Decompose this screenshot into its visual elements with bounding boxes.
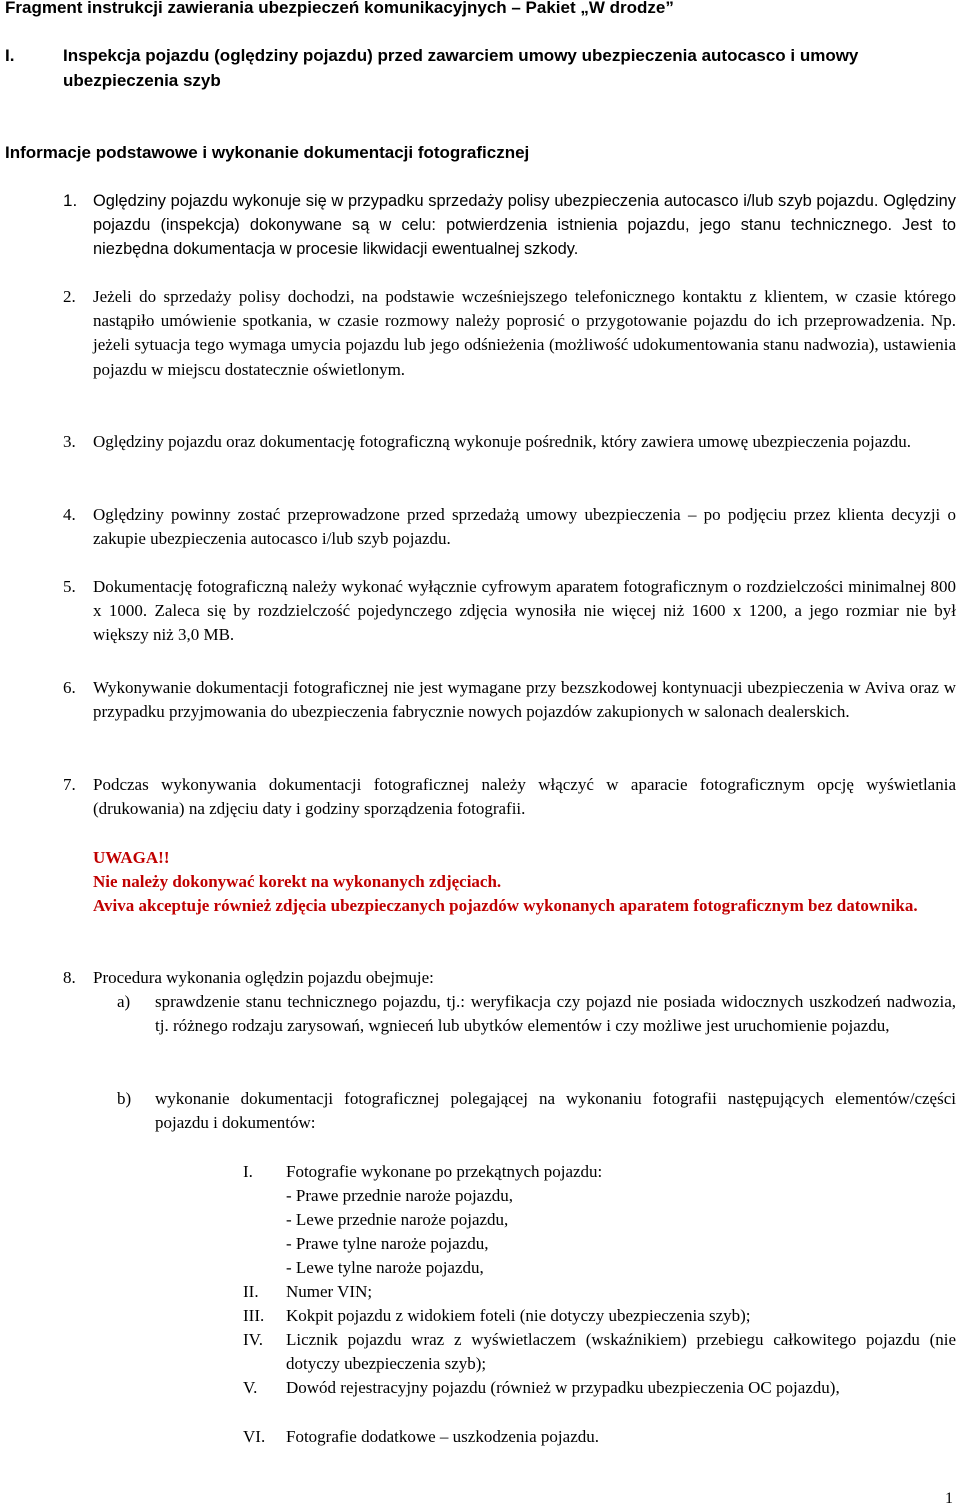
roman-item-2-text: Numer VIN; bbox=[286, 1282, 373, 1301]
point-3-number: 3. bbox=[63, 432, 76, 451]
subitem-b-letter: b) bbox=[117, 1089, 132, 1108]
roman-item-5-number: V. bbox=[243, 1378, 258, 1397]
dash-item-2: - Lewe przednie naroże pojazdu, bbox=[286, 1210, 509, 1229]
point-4-text: Oględziny powinny zostać przeprowadzone przed sprzedażą umowy ubezpieczenia – po podjęciu przez klienta decyzji o zakupie ubezpieczenia autocasco i/lub szyb pojazdu. bbox=[93, 505, 956, 549]
dash-item-3: - Prawe tylne naroże pojazdu, bbox=[286, 1234, 489, 1253]
point-5-number: 5. bbox=[63, 577, 76, 596]
point-4-number: 4. bbox=[63, 505, 76, 524]
point-6-number: 6. bbox=[63, 678, 76, 697]
point-5-text: Dokumentację fotograficzną należy wykonać wyłącznie cyfrowym aparatem fotograficznym o rozdzielczości minimalnej 800 x 1000. Zaleca się by rozdzielczość pojedynczego zdjęcia wynosiła nie więcej niż 1600 x 1200, a jego rozmiar nie był większy niż 3,0 MB. bbox=[93, 577, 956, 645]
point-2-text: Jeżeli do sprzedaży polisy dochodzi, na podstawie wcześniejszego telefonicznego kontaktu z klientem, w czasie którego nastąpiło umówienie spotkania, w czasie rozmowy należy poprosić o przygotowanie pojazdu do ich przeprowadzenia. Np. jeżeli sytuacja tego wymaga umycia pojazdu lub jego odśnieżenia (możliwość udokumentowania stanu nadwozia), ustawienia pojazdu w miejscu dostatecznie oświetlonym. bbox=[93, 287, 956, 379]
point-2-number: 2. bbox=[63, 287, 76, 306]
point-1-text: Oględziny pojazdu wykonuje się w przypadku sprzedaży polisy ubezpieczenia autocasco i/lub szyb pojazdu. Oględziny pojazdu (inspekcja) dokonywane są w celu: potwierdzenia istnienia pojazdu, jego stanu technicznego. Jest to niezbędna dokumentacja w procesie likwidacji ewentualnej szkody. bbox=[93, 192, 956, 259]
roman-item-4-text: Licznik pojazdu wraz z wyświetlaczem (wskaźnikiem) przebiegu całkowitego pojazdu (nie dotyczy ubezpieczenia szyb); bbox=[286, 1330, 956, 1374]
warning-line-1: Nie należy dokonywać korekt na wykonanych zdjęciach. bbox=[93, 872, 502, 891]
section-number: I. bbox=[5, 46, 15, 65]
roman-item-3-number: III. bbox=[243, 1306, 265, 1325]
roman-item-3-text: Kokpit pojazdu z widokiem foteli (nie dotyczy ubezpieczenia szyb); bbox=[286, 1306, 751, 1325]
point-7-text: Podczas wykonywania dokumentacji fotograficznej należy włączyć w aparacie fotograficznym opcję wyświetlania (drukowania) na zdjęciu daty i godziny sporządzenia fotografii. bbox=[93, 775, 956, 819]
point-8-number: 8. bbox=[63, 968, 76, 987]
subheading: Informacje podstawowe i wykonanie dokumentacji fotograficznej bbox=[5, 143, 530, 162]
roman-item-6-number: VI. bbox=[243, 1427, 266, 1446]
roman-item-6-text: Fotografie dodatkowe – uszkodzenia pojazdu. bbox=[286, 1427, 599, 1446]
section-heading: Inspekcja pojazdu (oględziny pojazdu) przed zawarciem umowy ubezpieczenia autocasco i umowy ubezpieczenia szyb bbox=[63, 46, 859, 90]
warning-heading: UWAGA!! bbox=[93, 848, 170, 867]
roman-item-1-text: Fotografie wykonane po przekątnych pojazdu: bbox=[286, 1162, 603, 1181]
roman-item-1-number: I. bbox=[243, 1162, 253, 1181]
point-1-number: 1. bbox=[63, 191, 78, 210]
point-7-number: 7. bbox=[63, 775, 76, 794]
point-6-text: Wykonywanie dokumentacji fotograficznej nie jest wymagane przy bezszkodowej kontynuacji ubezpieczenia w Aviva oraz w przypadku przyjmowania do ubezpieczenia fabrycznie nowych pojazdów zakupionych w salonach dealerskich. bbox=[93, 678, 956, 722]
subitem-a-letter: a) bbox=[117, 992, 131, 1011]
dash-item-4: - Lewe tylne naroże pojazdu, bbox=[286, 1258, 484, 1277]
warning-line-2: Aviva akceptuje również zdjęcia ubezpieczanych pojazdów wykonanych aparatem fotograficznym bez datownika. bbox=[93, 896, 918, 915]
subitem-a-text: sprawdzenie stanu technicznego pojazdu, tj.: weryfikacja czy pojazd nie posiada widocznych uszkodzeń nadwozia, tj. różnego rodzaju zarysowań, wgnieceń lub ubytków elementów i czy możliwe jest uruchomienie pojazdu, bbox=[155, 992, 956, 1036]
point-3-text: Oględziny pojazdu oraz dokumentację fotograficzną wykonuje pośrednik, który zawiera umowę ubezpieczenia pojazdu. bbox=[93, 432, 912, 451]
document-title: Fragment instrukcji zawierania ubezpieczeń komunikacyjnych – Pakiet „W drodze” bbox=[5, 0, 674, 17]
roman-item-2-number: II. bbox=[243, 1282, 259, 1301]
roman-item-5-text: Dowód rejestracyjny pojazdu (również w przypadku ubezpieczenia OC pojazdu), bbox=[286, 1378, 840, 1397]
roman-item-4-number: IV. bbox=[243, 1330, 263, 1349]
page-number: 1 bbox=[945, 1490, 953, 1507]
point-8-intro: Procedura wykonania oględzin pojazdu obejmuje: bbox=[93, 968, 434, 987]
subitem-b-text: wykonanie dokumentacji fotograficznej polegającej na wykonaniu fotografii następujących elementów/części pojazdu i dokumentów: bbox=[155, 1089, 956, 1133]
dash-item-1: - Prawe przednie naroże pojazdu, bbox=[286, 1186, 514, 1205]
